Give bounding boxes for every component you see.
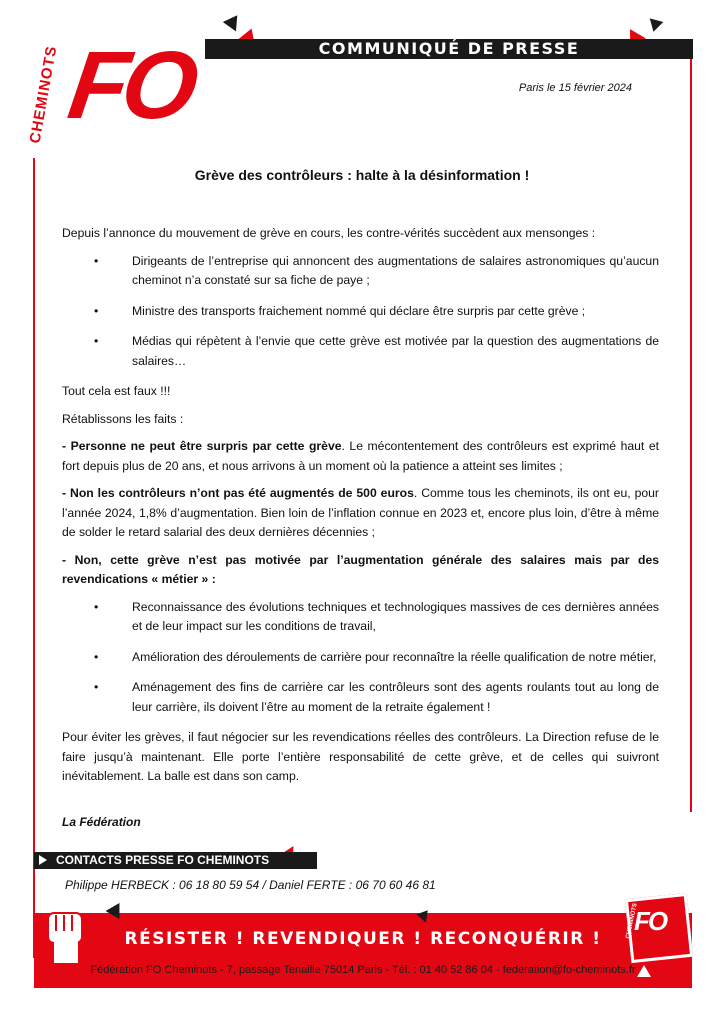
fact-2-text: . Comme tous les cheminots, ils ont eu, pour l’année 2024, 1,8% d’augmentation. Bien loin de l’inflation connue en 2023 et, encore plus loin, d’être à même de solder le retard salarial des deux dernières décennies ; [62,486,659,539]
left-frame-line [33,158,35,958]
press-release-banner: COMMUNIQUÉ DE PRESSE [205,39,693,59]
list-item: • Reconnaissance des évolutions techniques et technologiques massives de ces dernières années et de leur impact sur les conditions de travail, [62,598,659,637]
footer-slogan: RÉSISTER ! REVENDIQUER ! RECONQUÉRIR ! [124,929,602,949]
footer-address: Fédération FO Cheminots - 7, passage Tenaille 75014 Paris - Tél. : 01 40 52 86 04 - federation@fo-cheminots.fr [90,964,636,976]
fact-3-bold: - Non, cette grève n’est pas motivée par l’augmentation générale des salaires mais par des revendications « métier » : [62,552,659,586]
fact-1-text: . Le mécontentement des contrôleurs est exprimé haut et fort depuis plus de 20 ans, et nous arrivons à un moment où la patience a atteint ses limites ; [62,439,659,473]
contacts-banner-label: CONTACTS PRESSE FO CHEMINOTS [56,853,270,867]
triangle-decoration [637,965,651,977]
list-item: • Dirigeants de l’entreprise qui annoncent des augmentations de salaires astronomiques qu’aucun cheminot n’a constaté sur sa fiche de paye ; [62,252,659,291]
footer-banner [34,913,692,988]
list-item: • Aménagement des fins de carrière car les contrôleurs sont des agents roulants tout au long de leur carrière, ils doivent l’être au moment de la retraite également ! [62,678,659,717]
footer-logo-text: FO [634,906,667,936]
date-line: Paris le 15 février 2024 [518,82,632,94]
fact-paragraph-3 [62,551,659,590]
list-item: • Ministre des transports fraichement nommé qui déclare être surpris par cette grève ; [62,302,659,322]
fo-cheminots-logo [26,32,199,158]
contacts-line: Philippe HERBECK : 06 18 80 59 54 / Daniel FERTE : 06 70 60 46 81 [65,878,436,892]
bullet-list-1 [62,252,659,372]
fact-paragraph-1 [62,437,659,476]
conclusion-paragraph: Pour éviter les grèves, il faut négocier sur les revendications réelles des contrôleurs. La Direction refuse de le faire jusqu’à maintenant. Elle porte l’entière responsabilité de cette grève, et de celles qui suivront inévitablement. La balle est dans son camp. [62,730,659,783]
footer-logo-side-text: CHEMINOTS [625,902,639,940]
document-body [62,224,659,795]
list-item: • Amélioration des déroulements de carrière pour reconnaître la réelle qualification de notre métier, [62,648,659,668]
footer-fo-logo [620,878,688,958]
list-item: • Médias qui répètent à l’envie que cette grève est motivée par la question des augmentations de salaires… [62,332,659,371]
intro-paragraph: Depuis l’annonce du mouvement de grève en cours, les contre-vérités succèdent aux mensonges : [62,226,596,240]
facts-heading: Rétablissons les faits : [62,411,184,426]
triangle-decoration [647,18,664,33]
fact-1-bold: - Personne ne peut être surpris par cette grève [62,439,342,453]
logo-text: FO [62,32,199,139]
arrow-icon [39,855,47,865]
contacts-banner [34,852,317,869]
logo-side-text: CHEMINOTS [26,44,61,145]
document-title: Grève des contrôleurs : halte à la désinformation ! [194,167,530,183]
signature: La Fédération [62,815,141,829]
right-frame-line [690,52,692,812]
raised-fist-icon [40,905,90,965]
bullet-list-2 [62,598,659,718]
false-statement: Tout cela est faux !!! [62,384,171,398]
fact-2-bold: - Non les contrôleurs n’ont pas été augmentés de 500 euros [62,486,414,500]
fact-paragraph-2 [62,484,659,543]
